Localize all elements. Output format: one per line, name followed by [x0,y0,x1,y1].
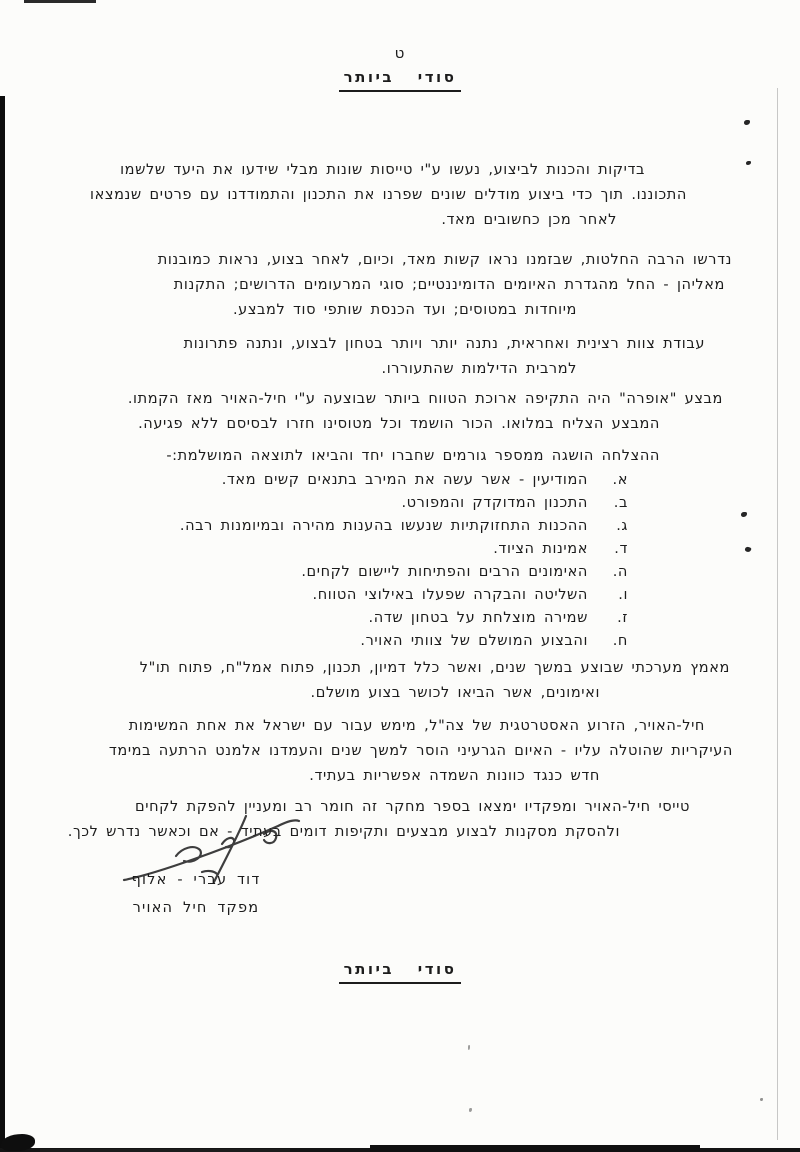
list-item-letter: ז. [617,610,628,626]
lettered-list [70,469,734,653]
list-item-text: השליטה והבקרה שפעלו באילוצי הטווח. [312,587,588,603]
paragraph-line: בדיקות והכנות לביצוע, נעשו ע"י טייסות שונות מבלי שידעו את היעד שלשמו [120,162,645,178]
list-item-letter: ו. [618,587,628,603]
paragraph-line: ואימונים, אשר הביאו לכושר בצוע מושלם. [310,685,600,701]
list-item-text: שמירה מוצלחת על בטחון שדה. [368,610,588,626]
classification-stamp-top: סודי ביותר [339,68,462,92]
scan-speck [744,546,751,553]
scan-edge-left [0,96,5,1152]
document-body [67,158,734,845]
paragraph-line: מאמץ מערכתי שבוצע במשך שנים, ואשר כלל דמיון, תכנון, פתוח אמל"ח, פתוח תו"ל [139,660,730,676]
list-item-letter: א. [612,472,628,488]
signature-role: מפקד חיל האויר [132,900,260,916]
paragraph [70,248,734,323]
paragraph-line: עבודת צוות רצינית ואחראית, נתנה יותר ויותר בטחון לבצוע, ונתנה פתרונות [183,336,705,352]
classification-banner-bottom [0,960,800,984]
list-item [70,630,734,653]
paragraph [70,158,734,233]
list-item [70,561,734,584]
paragraph-line: לאחר מכן כחשובים מאד. [441,212,617,228]
paragraph [70,656,734,706]
list-item-text: המודיעין - אשר עשה את המירב בתנאים קשים מאד. [221,472,588,488]
list-item-letter: ה. [612,564,628,580]
list-item-letter: ד. [614,541,628,557]
paragraph [70,714,734,789]
list-item-letter: ג. [616,518,628,534]
scan-speck [741,512,747,517]
list-item-letter: ח. [612,633,628,649]
scan-edge-right [777,88,778,1140]
paragraph [70,332,734,382]
classification-stamp-bottom: סודי ביותר [339,960,462,984]
list-item-text: אמינות הציוד. [493,541,588,557]
paragraph-line: למרבית הדילמות שהתעוררו. [381,361,577,377]
paragraph-line: ההצלחה הושגה ממספר גורמים שחברו יחד והביאו לתוצאה המושלמת:- [166,448,660,464]
paragraph-line: התכוננו. תוך כדי ביצוע מודלים שונים שפרנו את התכנון והתמודדנו עם פרטים שנמצאו [90,187,687,203]
list-item [70,469,734,492]
paragraph [70,387,734,437]
scan-edge-bottom [370,1145,700,1152]
list-item [70,515,734,538]
signature-name: דוד עברי - אלוף [131,872,261,888]
scan-speck [469,1108,472,1112]
paragraph-line: מאליהן - החל מהגדרת האיומים הדומיננטיים; סוגי המרעומים הדרושים; התקנות [173,277,725,293]
paragraph [70,444,734,469]
paragraph-line: העיקריות שהוטלה עליו - האיום הגרעיני הוסר למשך שנים והעמדנו אלמנט הרתעה במימד [108,743,733,759]
scan-speck [744,120,750,125]
page-number-letter: ט [394,44,406,62]
scan-speck [468,1045,470,1050]
list-item-text: והבצוע המושלם של צוותי האויר. [360,633,588,649]
paragraph-line: המבצע הצליח במלואו. הכור הושמד וכל מטוסינו חזרו לבסיסם ללא פגיעה. [138,416,660,432]
list-item [70,538,734,561]
paragraph-line: חיל-האויר, הזרוע האסטרטגית של צה"ל, מימש עבור עם ישראל את אחת המשימות [128,718,705,734]
list-item [70,584,734,607]
paragraph-line: חדש כנגד כוונות השמדה אפשריות בעתיד. [309,768,600,784]
list-item-text: האימונים הרבים והפתיחות ליישום לקחים. [301,564,588,580]
list-item-text: התכנון המדוקדק והמפורט. [401,495,588,511]
scan-speck [746,161,751,165]
paragraph-line: מיוחדות במטוסים; ועד הכנסת שותפי סוד למבצע. [232,302,577,318]
signature-block [126,866,266,922]
list-item [70,492,734,515]
list-item [70,607,734,630]
paragraph-line: ולהסקת מסקנות לבצוע מבצעים ותקיפות דומים בעתיד - אם וכאשר נדרש לכך. [67,824,620,840]
list-item-text: ההכנות התחזוקתיות שנעשו בהענות מהירה ובמיומנות רבה. [179,518,588,534]
classification-banner-top [0,68,800,92]
scan-speck [760,1098,763,1101]
list-item-letter: ב. [613,495,628,511]
paragraph-line: טייסי חיל-האויר ומפקדיו ימצאו בספר מחקר זה חומר רב ומעניין להפקת לקחים [135,799,690,815]
paragraph-line: נדרשו הרבה החלטות, שבזמנו נראו קשות מאד, וכיום, לאחר בצוע, נראות כמובנות [157,252,732,268]
paragraph-line: מבצע "אופרה" היה התקיפה ארוכת הטווח ביותר שבוצעה ע"י חיל-האויר מאז הקמתו. [127,391,723,407]
scan-edge-top [24,0,96,3]
